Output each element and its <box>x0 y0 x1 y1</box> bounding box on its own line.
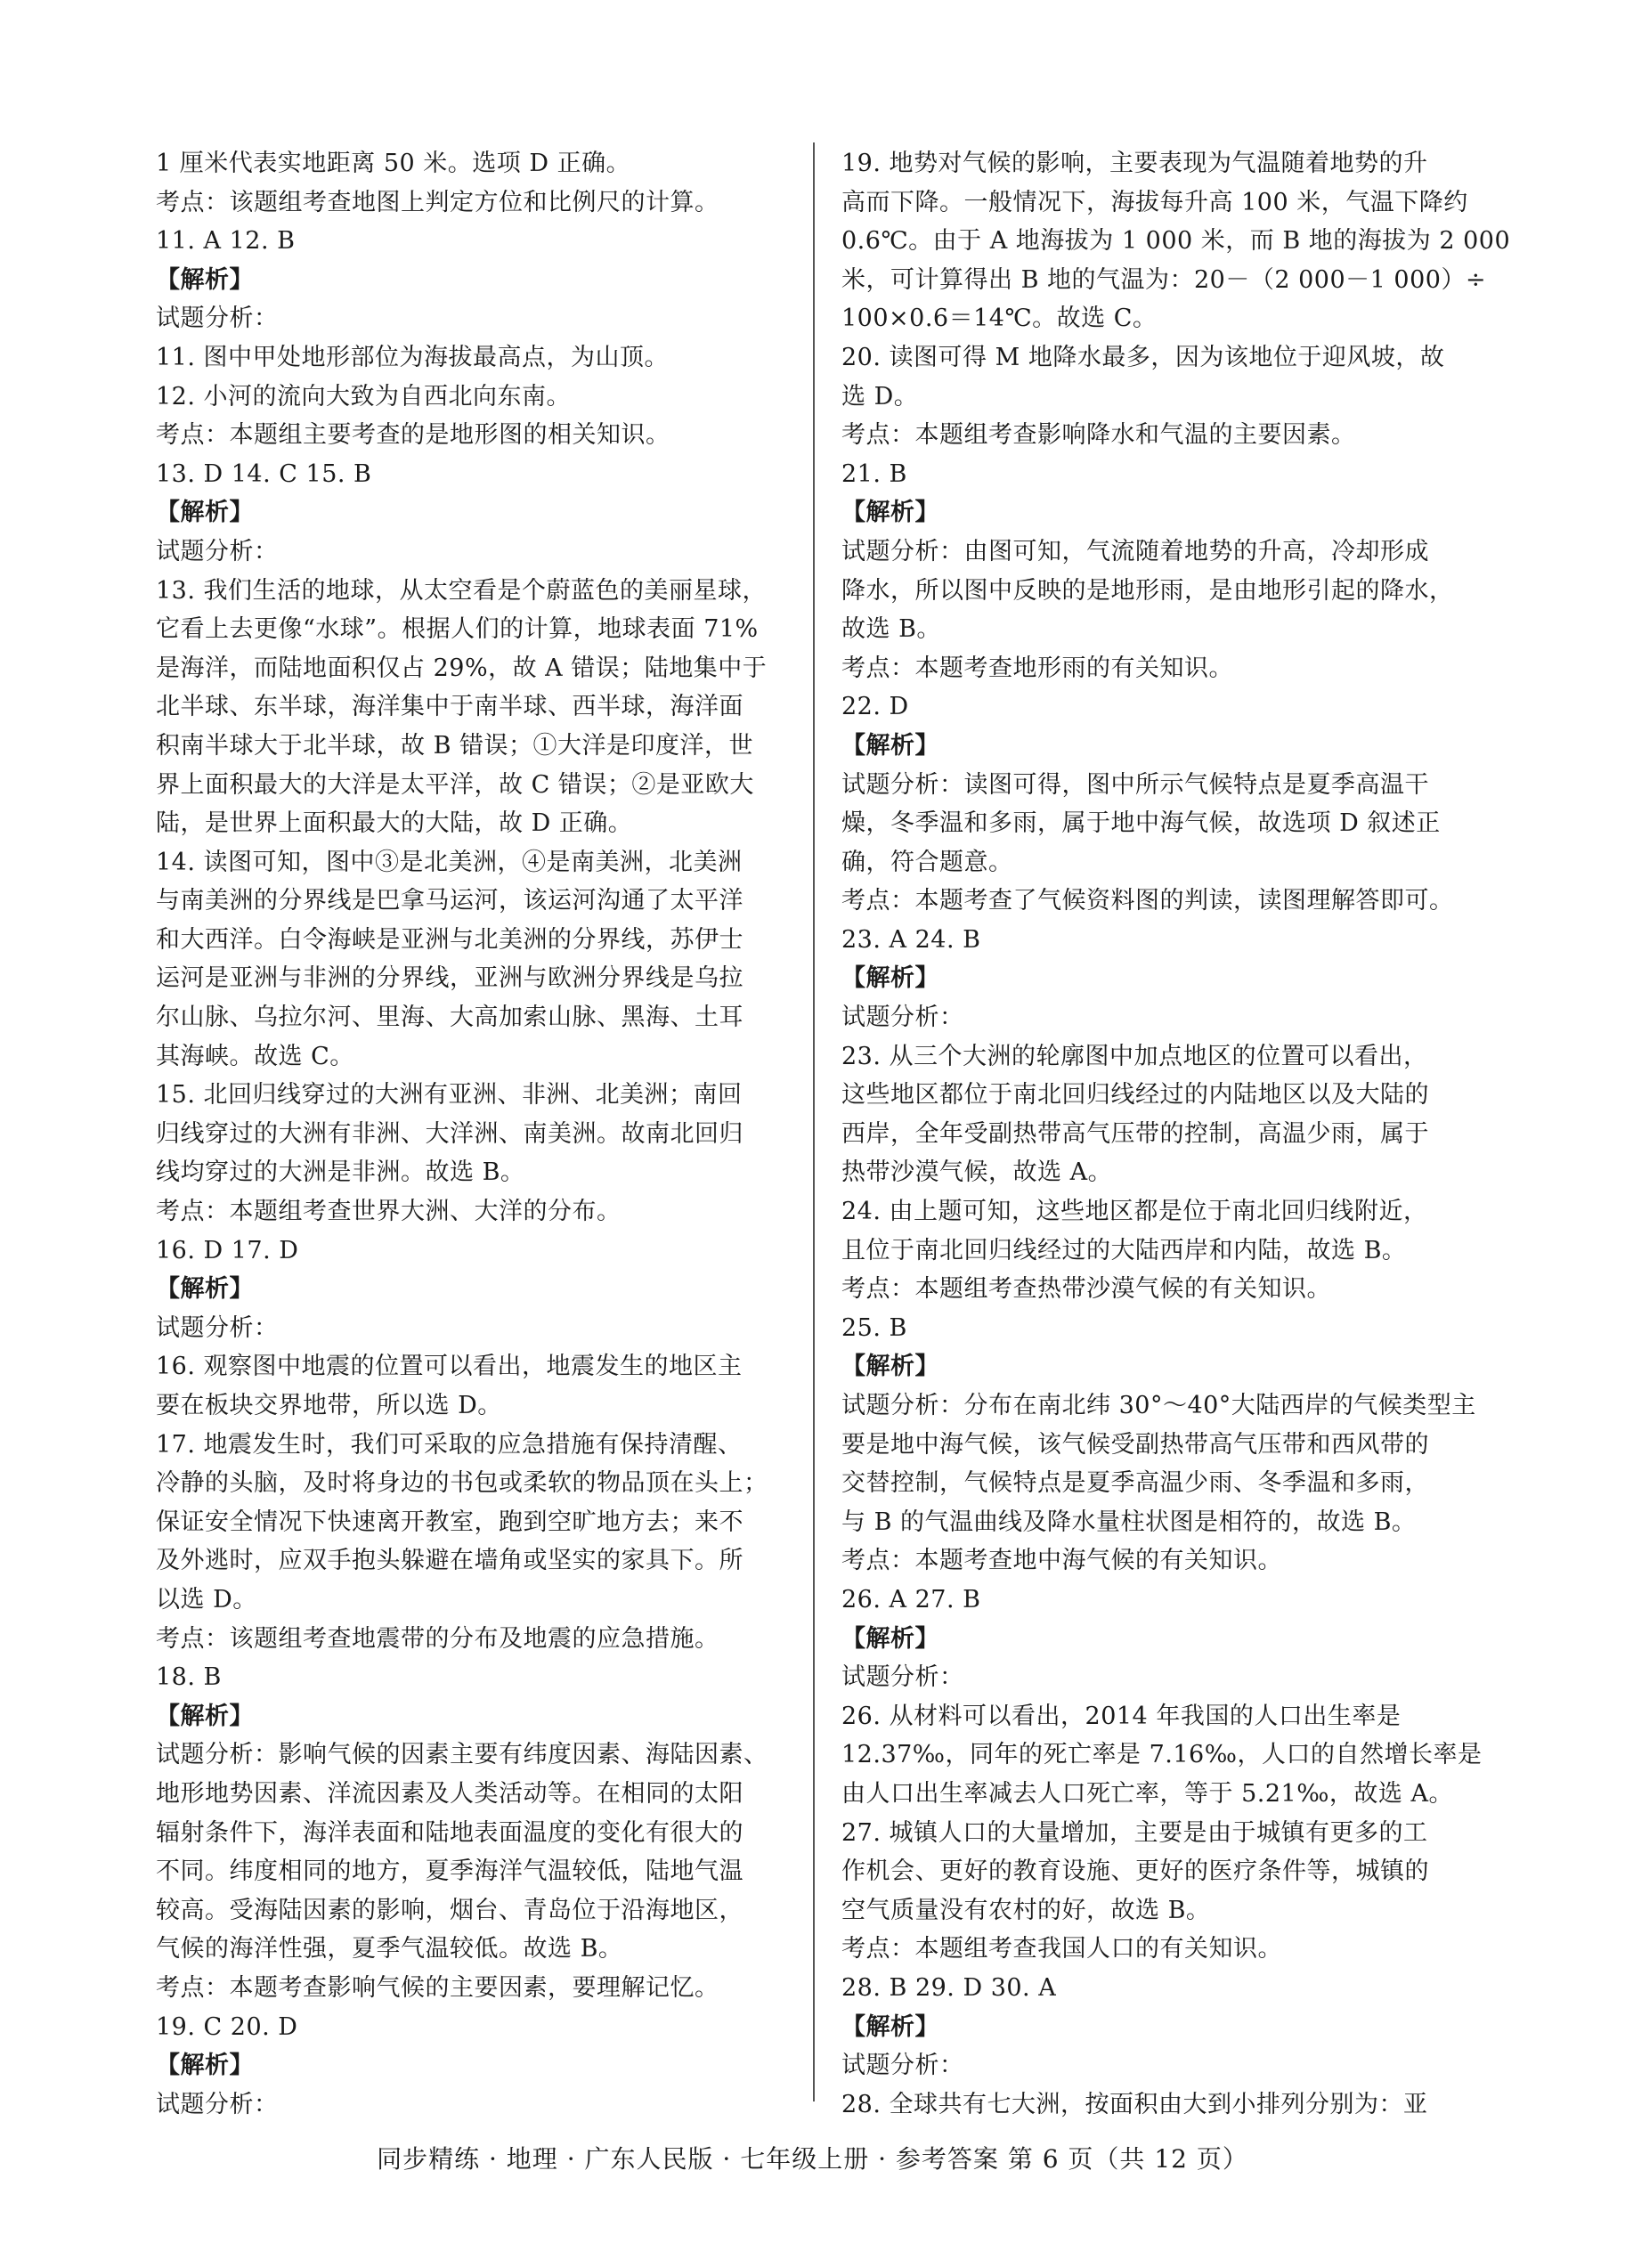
text-line: 较高。受海陆因素的影响，烟台、青岛位于沿海地区， <box>156 1896 743 1924</box>
text-line: 考点：本题考查影响气候的主要因素，要理解记忆。 <box>156 1973 719 2002</box>
text-line: 【解析】 <box>841 2012 939 2041</box>
text-line: 与南美洲的分界线是巴拿马运河，该运河沟通了太平洋 <box>156 887 743 915</box>
text-line: 降水，所以图中反映的是地形雨，是由地形引起的降水， <box>841 576 1454 605</box>
text-line: 考点：本题考查地形雨的有关知识。 <box>841 654 1233 682</box>
text-line: 【解析】 <box>841 731 939 760</box>
text-line: 1 厘米代表实地距离 50 米。选项 D 正确。 <box>156 150 631 177</box>
text-line: 试题分析：影响气候的因素主要有纬度因素、海陆因素、 <box>156 1741 768 1769</box>
text-line: 考点：本题组考查我国人口的有关知识。 <box>841 1935 1282 1963</box>
text-line: 界上面积最大的大洋是太平洋，故 C 错误；②是亚欧大 <box>156 770 754 799</box>
text-line: 26. A 27. B <box>841 1585 981 1614</box>
text-line: 19. C 20. D <box>156 2012 298 2041</box>
text-line: 积南半球大于北半球，故 B 错误；①大洋是印度洋，世 <box>156 731 754 760</box>
text-line: 确，符合题意。 <box>841 848 1013 876</box>
text-line: 故选 B。 <box>841 615 941 644</box>
text-line: 23. 从三个大洲的轮廓图中加点地区的位置可以看出， <box>841 1042 1428 1070</box>
text-line: 要在板块交界地带，所以选 D。 <box>156 1392 502 1419</box>
text-line: 它看上去更像“水球”。根据人们的计算，地球表面 71% <box>156 615 759 644</box>
text-line: 试题分析：读图可得，图中所示气候特点是夏季高温干 <box>841 770 1429 799</box>
text-line: 辐射条件下，海洋表面和陆地表面温度的变化有很大的 <box>156 1818 743 1847</box>
text-line: 试题分析：由图可知，气流随着地势的升高，冷却形成 <box>841 537 1429 565</box>
text-line: 13. D 14. C 15. B <box>156 459 372 488</box>
text-line: 考点：该题组考查地图上判定方位和比例尺的计算。 <box>156 188 719 216</box>
text-line: 热带沙漠气候，故选 A。 <box>841 1158 1113 1187</box>
text-line: 18. B <box>156 1663 222 1692</box>
text-line: 23. A 24. B <box>841 925 981 954</box>
text-line: 北半球、东半球，海洋集中于南半球、西半球，海洋面 <box>156 693 743 721</box>
text-line: 考点：本题组考查世界大洲、大洋的分布。 <box>156 1198 622 1226</box>
text-line: 14. 读图可知，图中③是北美洲，④是南美洲，北美洲 <box>156 848 743 876</box>
text-line: 【解析】 <box>156 265 254 294</box>
text-line: 选 D。 <box>841 382 919 411</box>
text-line: 16. D 17. D <box>156 1236 299 1264</box>
text-line: 27. 城镇人口的大量增加，主要是由于城镇有更多的工 <box>841 1818 1428 1847</box>
page-footer: 同步精练 · 地理 · 广东人民版 · 七年级上册 · 参考答案 第 6 页（共 12 页） <box>377 2144 1248 2174</box>
text-line: 24. 由上题可知，这些地区都是位于南北回归线附近， <box>841 1198 1428 1226</box>
text-line: 燥，冬季温和多雨，属于地中海气候，故选项 D 叙述正 <box>841 809 1441 838</box>
text-line: 和大西洋。白令海峡是亚洲与北美洲的分界线，苏伊士 <box>156 925 743 954</box>
text-line: 试题分析： <box>156 537 279 565</box>
text-line: 试题分析： <box>841 1004 964 1032</box>
text-line: 12.37‰，同年的死亡率是 7.16‰，人口的自然增长率是 <box>841 1741 1483 1769</box>
text-line: 冷静的头脑，及时将身边的书包或柔软的物品顶在头上； <box>156 1469 768 1498</box>
left-column <box>156 144 828 2124</box>
text-line: 【解析】 <box>156 1702 254 1730</box>
text-line: 试题分析： <box>841 1663 964 1692</box>
text-line: 西岸，全年受副热带高气压带的控制，高温少雨，属于 <box>841 1119 1429 1148</box>
text-line: 16. 观察图中地震的位置可以看出，地震发生的地区主 <box>156 1353 743 1381</box>
text-line: 11. A 12. B <box>156 227 296 256</box>
text-line: 其海峡。故选 C。 <box>156 1042 354 1070</box>
text-line: 线均穿过的大洲是非洲。故选 B。 <box>156 1158 525 1187</box>
column-divider <box>813 142 815 2101</box>
text-line: 19. 地势对气候的影响，主要表现为气温随着地势的升 <box>841 150 1428 177</box>
text-line: 100×0.6＝14℃。故选 C。 <box>841 305 1158 333</box>
text-line: 考点：本题考查地中海气候的有关知识。 <box>841 1547 1282 1575</box>
text-line: 归线穿过的大洲有非洲、大洋洲、南美洲。故南北回归 <box>156 1119 743 1148</box>
text-line: 考点：该题组考查地震带的分布及地震的应急措施。 <box>156 1624 719 1653</box>
text-line: 尔山脉、乌拉尔河、里海、大高加索山脉、黑海、土耳 <box>156 1004 743 1032</box>
text-line: 且位于南北回归线经过的大陆西岸和内陆，故选 B。 <box>841 1236 1407 1264</box>
text-line: 是海洋，而陆地面积仅占 29%，故 A 错误；陆地集中于 <box>156 654 768 682</box>
text-line: 这些地区都位于南北回归线经过的内陆地区以及大陆的 <box>841 1081 1429 1110</box>
text-line: 12. 小河的流向大致为自西北向东南。 <box>156 382 572 411</box>
text-line: 不同。纬度相同的地方，夏季海洋气温较低，陆地气温 <box>156 1857 743 1886</box>
text-line: 气候的海洋性强，夏季气温较低。故选 B。 <box>156 1935 623 1963</box>
text-line: 与 B 的气温曲线及降水量柱状图是相符的，故选 B。 <box>841 1508 1417 1536</box>
text-line: 【解析】 <box>156 1275 254 1304</box>
text-line: 试题分析： <box>841 2052 964 2080</box>
text-line: 考点：本题组考查影响降水和气温的主要因素。 <box>841 421 1356 450</box>
text-line: 高而下降。一般情况下，海拔每升高 100 米，气温下降约 <box>841 188 1468 216</box>
text-line: 25. B <box>841 1313 907 1342</box>
text-line: 运河是亚洲与非洲的分界线，亚洲与欧洲分界线是乌拉 <box>156 964 743 993</box>
text-line: 交替控制，气候特点是夏季高温少雨、冬季温和多雨， <box>841 1469 1429 1498</box>
text-line: 试题分析： <box>156 305 279 333</box>
text-line: 【解析】 <box>841 964 939 993</box>
text-line: 15. 北回归线穿过的大洲有亚洲、非洲、北美洲；南回 <box>156 1081 743 1110</box>
text-line: 26. 从材料可以看出，2014 年我国的人口出生率是 <box>841 1702 1402 1730</box>
text-line: 考点：本题考查了气候资料图的判读，读图理解答即可。 <box>841 887 1454 915</box>
text-line: 保证安全情况下快速离开教室，跑到空旷地方去；来不 <box>156 1508 743 1536</box>
text-line: 【解析】 <box>156 2052 254 2080</box>
text-line: 作机会、更好的教育设施、更好的医疗条件等，城镇的 <box>841 1857 1429 1886</box>
text-line: 28. B 29. D 30. A <box>841 1973 1057 2002</box>
text-line: 及外逃时，应双手抱头躲避在墙角或坚实的家具下。所 <box>156 1547 743 1575</box>
text-line: 【解析】 <box>841 1353 939 1381</box>
text-line: 11. 图中甲处地形部位为海拔最高点，为山顶。 <box>156 343 670 371</box>
text-line: 【解析】 <box>841 1624 939 1653</box>
text-line: 0.6℃。由于 A 地海拔为 1 000 米，而 B 地的海拔为 2 000 <box>841 227 1511 256</box>
text-line: 考点：本题组主要考查的是地形图的相关知识。 <box>156 421 670 450</box>
text-line: 米，可计算得出 B 地的气温为：20－（2 000－1 000）÷ <box>841 265 1487 294</box>
text-line: 22. D <box>841 693 909 721</box>
text-line: 空气质量没有农村的好，故选 B。 <box>841 1896 1211 1924</box>
text-line: 考点：本题组考查热带沙漠气候的有关知识。 <box>841 1275 1331 1304</box>
text-line: 以选 D。 <box>156 1585 257 1614</box>
text-line: 13. 我们生活的地球，从太空看是个蔚蓝色的美丽星球， <box>156 576 768 605</box>
text-line: 【解析】 <box>156 499 254 527</box>
text-line: 试题分析： <box>156 2090 279 2118</box>
text-line: 28. 全球共有七大洲，按面积由大到小排列分别为：亚 <box>841 2090 1428 2118</box>
text-line: 20. 读图可得 M 地降水最多，因为该地位于迎风坡，故 <box>841 343 1445 371</box>
text-line: 试题分析： <box>156 1313 279 1342</box>
text-line: 由人口出生率减去人口死亡率，等于 5.21‰，故选 A。 <box>841 1779 1454 1808</box>
text-line: 17. 地震发生时，我们可采取的应急措施有保持清醒、 <box>156 1430 743 1459</box>
text-line: 【解析】 <box>841 499 939 527</box>
text-line: 陆，是世界上面积最大的大陆，故 D 正确。 <box>156 809 633 838</box>
right-column <box>841 144 1514 2124</box>
text-line: 地形地势因素、洋流因素及人类活动等。在相同的太阳 <box>156 1779 743 1808</box>
text-line: 要是地中海气候，该气候受副热带高气压带和西风带的 <box>841 1430 1429 1459</box>
text-line: 试题分析：分布在南北纬 30°～40°大陆西岸的气候类型主 <box>841 1392 1476 1419</box>
text-line: 21. B <box>841 459 907 488</box>
